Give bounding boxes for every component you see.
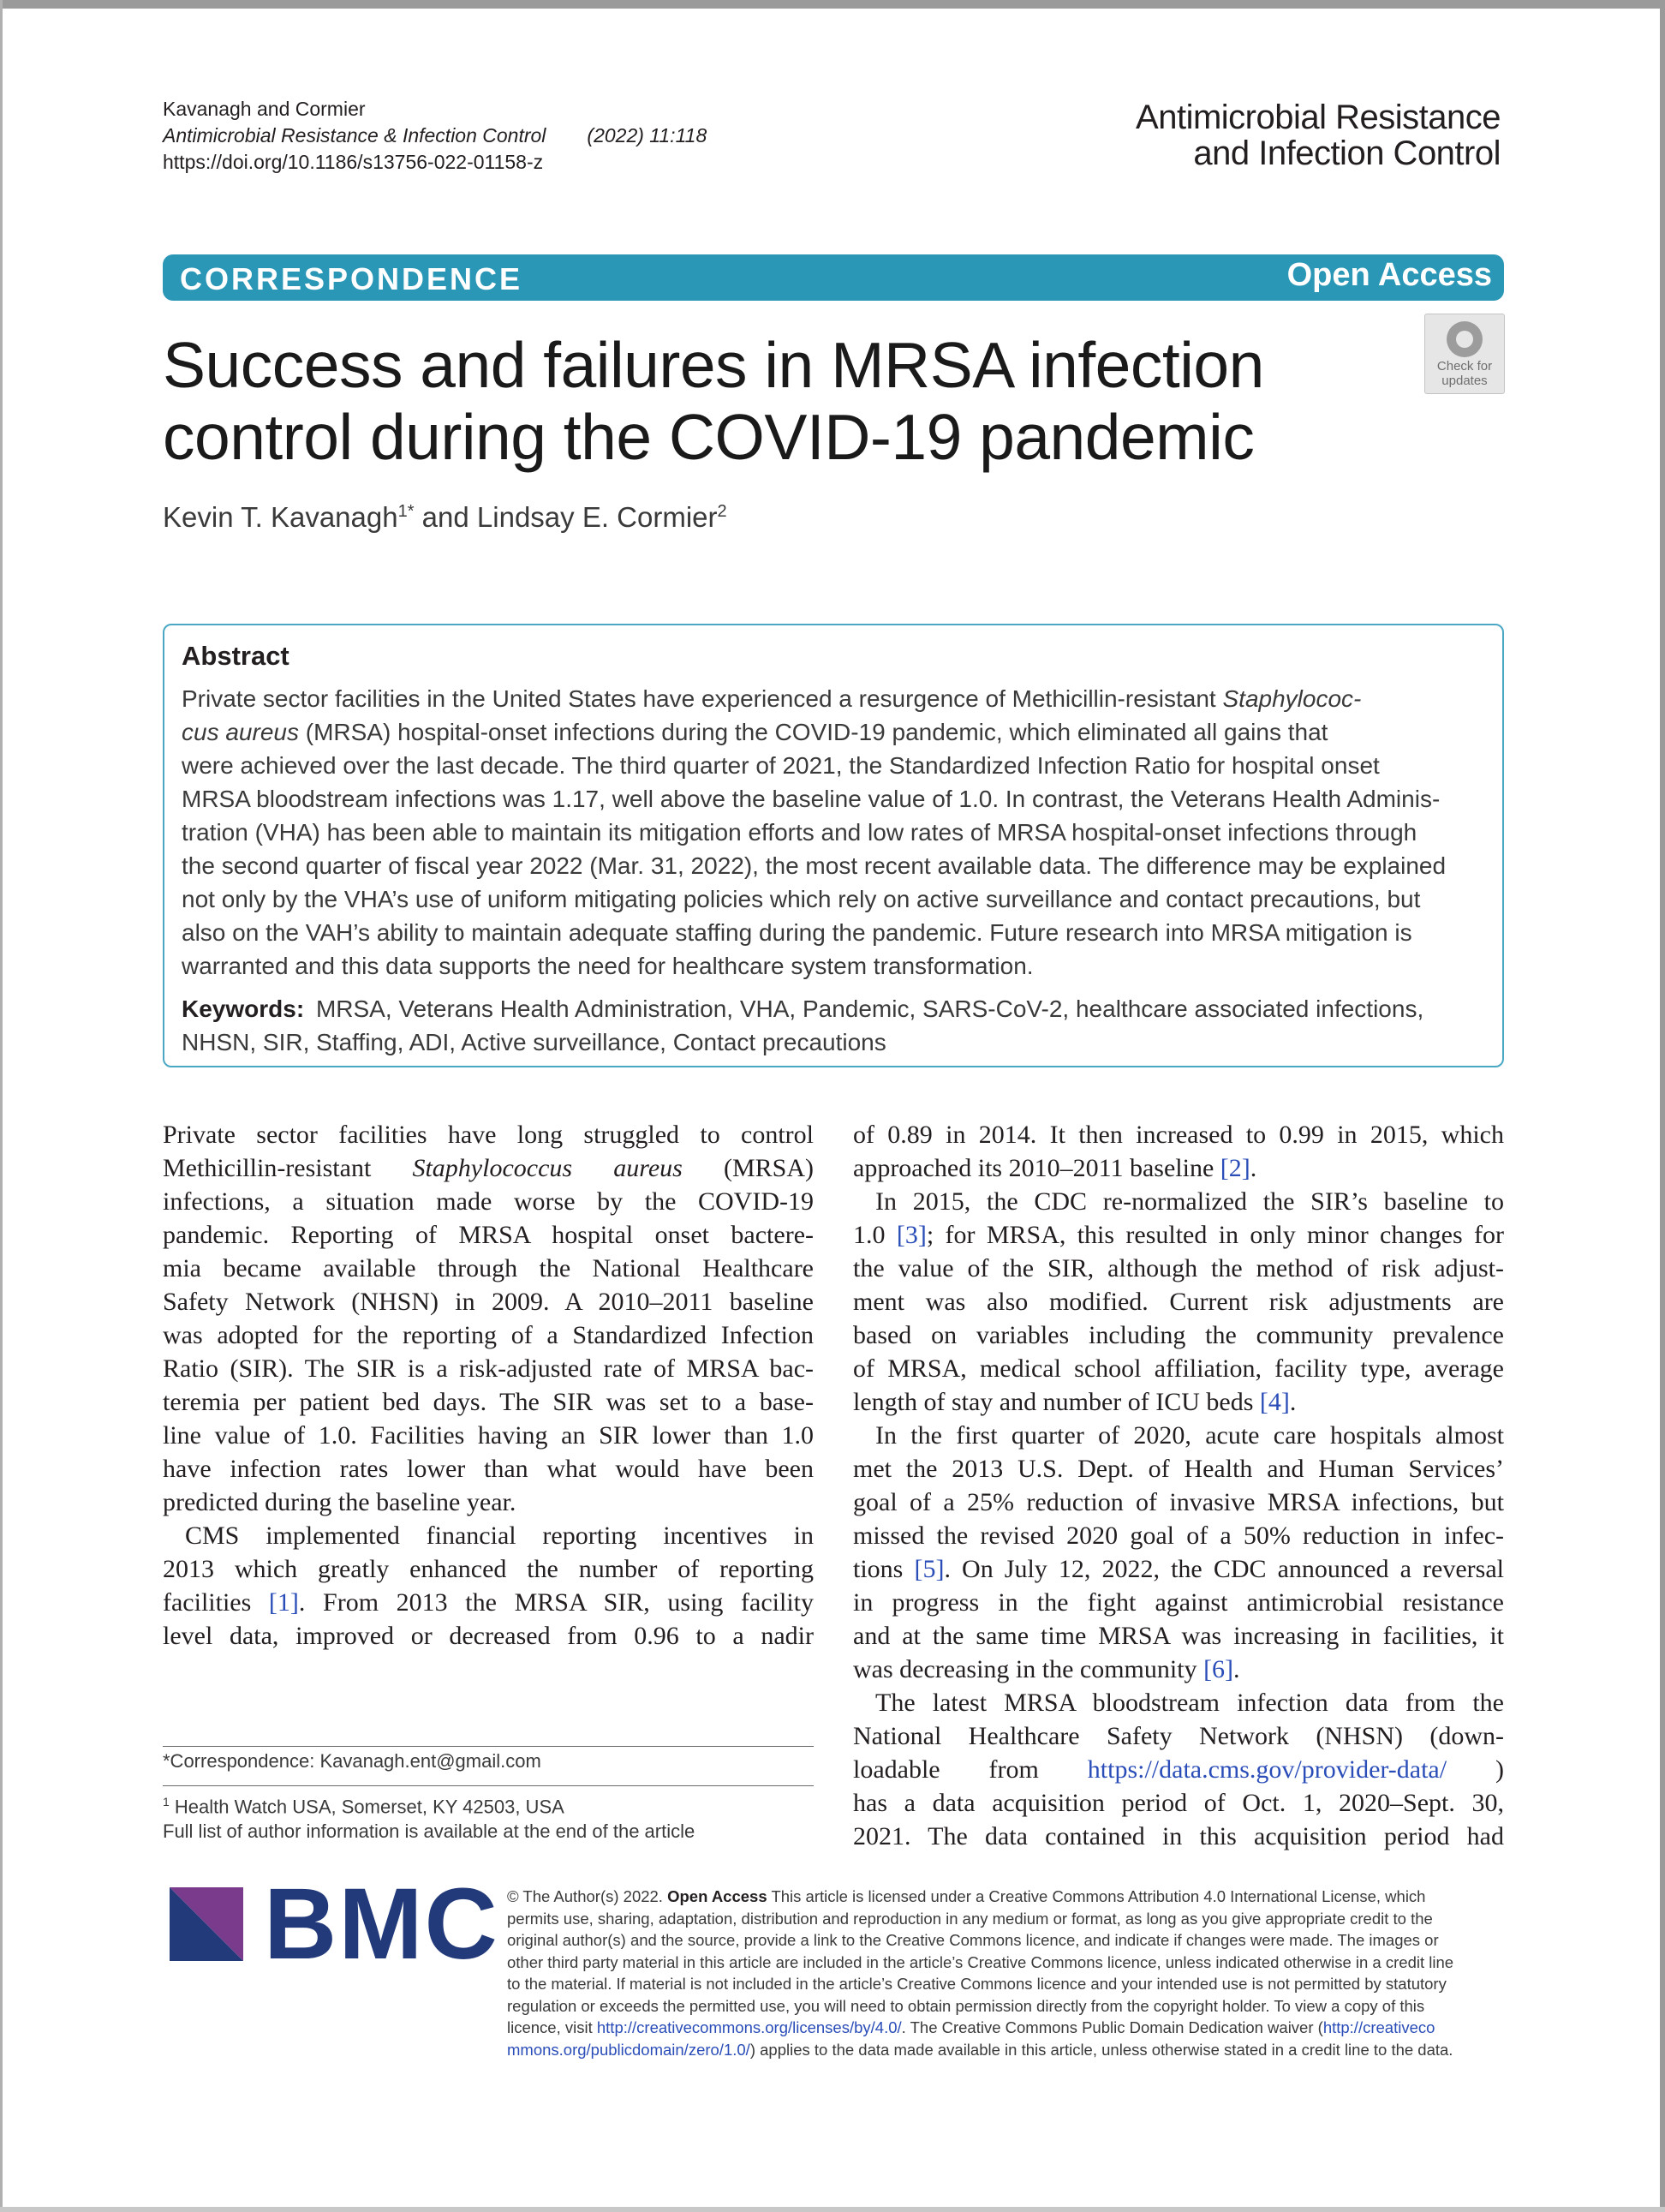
body-text: )	[1447, 1755, 1504, 1784]
body-text: tions	[853, 1555, 915, 1583]
full-list-note: Full list of author information is available at the end of the article	[163, 1820, 695, 1843]
body-line: 2021. The data contained in this acquisition period had	[853, 1822, 1504, 1850]
abstract-line: the second quarter of fiscal year 2022 (Mar. 31, 2022), the most recent available data. The difference may be explained	[182, 852, 1447, 879]
body-line: has a data acquisition period of Oct. 1, 2020–Sept. 30,	[853, 1789, 1504, 1817]
abstract-text: Private sector facilities in the United States have experienced a resurgence of Methicillin-resistant	[182, 685, 1223, 712]
body-line: the value of the SIR, although the method of risk adjust-	[853, 1254, 1504, 1282]
viewer-frame-top	[0, 0, 1665, 9]
body-text: . On July 12, 2022, the CDC announced a reversal	[944, 1555, 1504, 1583]
license-fragment: © The Author(s) 2022.	[507, 1887, 668, 1905]
body-text: . From 2013 the MRSA SIR, using facility	[298, 1588, 814, 1617]
abstract-line: MRSA bloodstream infections was 1.17, well above the baseline value of 1.0. In contrast, the Veterans Health Adminis-	[182, 786, 1441, 812]
citation-link[interactable]: [1]	[268, 1588, 299, 1617]
license-line: original author(s) and the source, provide a link to the Creative Commons licence, and indicate if changes were made. The images or	[507, 1931, 1439, 1949]
body-line	[853, 1385, 1504, 1419]
body-line	[853, 1552, 1504, 1586]
abstract-line: were achieved over the last decade. The third quarter of 2021, the Standardized Infection Ratio for hospital onset	[182, 752, 1380, 779]
body-text: loadable from	[853, 1755, 1088, 1784]
body-line: infections, a situation made worse by the COVID-19	[163, 1187, 814, 1216]
license-line: permits use, sharing, adaptation, distribution and reproduction in any medium or format, as long as you give appropriate credit to the	[507, 1909, 1433, 1928]
citation-header	[163, 96, 707, 176]
citation-link[interactable]: [3]	[896, 1221, 927, 1249]
license-line	[507, 2017, 1509, 2039]
author-2-sup: 2	[717, 502, 727, 521]
abstract-line: also on the VAH’s ability to maintain adequate staffing during the pandemic. Future research into MRSA mitigation is	[182, 919, 1412, 946]
affiliation-line	[163, 1790, 695, 1819]
abstract-box	[163, 624, 1504, 1067]
license-line: regulation or exceeds the permitted use, you will need to obtain permission directly from the copyright holder. To view a copy of this	[507, 1996, 1425, 2015]
body-line: line value of 1.0. Facilities having an SIR lower than 1.0	[163, 1421, 814, 1450]
open-access-label: Open Access	[1286, 257, 1492, 293]
body-line: ment was also modified. Current risk adjustments are	[853, 1288, 1504, 1316]
body-line: CMS implemented financial reporting incentives in	[185, 1521, 814, 1550]
abstract-line	[182, 715, 1492, 749]
body-line: of MRSA, medical school affiliation, facility type, average	[853, 1354, 1504, 1383]
volume: (2022) 11:118	[587, 124, 707, 146]
abstract-body	[182, 682, 1492, 983]
footnote-rule	[163, 1785, 814, 1786]
license-fragment: . The Creative Commons Public Domain Dedication waiver (	[901, 2018, 1323, 2036]
body-text: facilities	[163, 1588, 269, 1617]
body-line: Ratio (SIR). The SIR is a risk-adjusted rate of MRSA bac-	[163, 1354, 814, 1383]
article-title	[163, 329, 1379, 473]
body-italic: Staphylococcus aureus	[412, 1154, 683, 1182]
abstract-italic: Staphylococ-	[1222, 685, 1362, 712]
cc-by-link[interactable]: http://creativecommons.org/licenses/by/4.0/	[596, 2018, 902, 2036]
bmc-logo-text: BMC	[264, 1868, 499, 1981]
abstract-line: tration (VHA) has been able to maintain its mitigation efforts and low rates of MRSA hospital-onset infections through	[182, 819, 1417, 846]
article-type-label: CORRESPONDENCE	[180, 261, 523, 296]
bmc-logo-icon	[170, 1887, 243, 1961]
body-text: Methicillin-resistant	[163, 1154, 413, 1182]
abstract-heading: Abstract	[182, 641, 289, 671]
body-line: and at the same time MRSA was increasing in facilities, it	[853, 1622, 1504, 1650]
abstract-text: (MRSA) hospital-onset infections during the COVID-19 pandemic, which eliminated all gains that	[298, 719, 1328, 745]
cc-zero-link[interactable]: mmons.org/publicdomain/zero/1.0/	[507, 2040, 750, 2059]
affiliation-text: Health Watch USA, Somerset, KY 42503, USA	[169, 1796, 564, 1818]
license-text	[507, 1886, 1509, 2060]
update-icon	[1447, 321, 1483, 357]
body-line: In 2015, the CDC re-normalized the SIR’s baseline to	[875, 1187, 1504, 1216]
body-line	[163, 1586, 814, 1619]
citation-link[interactable]: [4]	[1259, 1388, 1290, 1416]
author-and: and	[414, 501, 477, 533]
body-line: teremia per patient bed days. The SIR was set to a base-	[163, 1388, 814, 1416]
abstract-line	[182, 682, 1492, 715]
license-fragment: This article is licensed under a Creative Commons Attribution 4.0 International License, which	[767, 1887, 1426, 1905]
license-open-access: Open Access	[667, 1887, 767, 1905]
body-line: In the first quarter of 2020, acute care hospitals almost	[875, 1421, 1504, 1450]
body-column-right	[853, 1118, 1504, 1853]
title-line2: control during the COVID-19 pandemic	[163, 401, 1255, 473]
body-column-left	[163, 1118, 814, 1653]
article-type-bar	[163, 254, 1504, 301]
body-line: of 0.89 in 2014. It then increased to 0.99 in 2015, which	[853, 1121, 1504, 1149]
keywords-label: Keywords:	[182, 995, 305, 1022]
body-line	[853, 1653, 1504, 1686]
body-line: goal of a 25% reduction of invasive MRSA infections, but	[853, 1488, 1504, 1516]
author-list	[163, 501, 727, 534]
keywords	[182, 992, 1492, 1059]
abstract-italic: cus aureus	[182, 719, 299, 745]
body-line: The latest MRSA bloodstream infection data from the	[875, 1689, 1504, 1717]
affiliation-sup: 1	[163, 1795, 170, 1808]
body-line	[853, 1151, 1504, 1185]
body-text: approached its 2010–2011 baseline	[853, 1154, 1220, 1182]
body-line: Safety Network (NHSN) in 2009. A 2010–2011 baseline	[163, 1288, 814, 1316]
citation-link[interactable]: [6]	[1203, 1655, 1234, 1683]
license-fragment: ) applies to the data made available in this article, unless otherwise stated in a credit line to the data.	[749, 2040, 1453, 2059]
citation-link[interactable]: [2]	[1220, 1154, 1250, 1182]
body-line: Private sector facilities have long struggled to control	[163, 1121, 814, 1149]
abstract-line: warranted and this data supports the need for healthcare system transformation.	[182, 953, 1034, 979]
authors-short: Kavanagh and Cormier	[163, 98, 366, 120]
body-line	[853, 1218, 1504, 1252]
body-text: .	[1289, 1388, 1297, 1416]
body-line: have infection rates lower than what would have been	[163, 1455, 814, 1483]
body-line: was adopted for the reporting of a Standardized Infection	[163, 1321, 814, 1349]
check-updates-line1: Check for	[1436, 359, 1493, 374]
journal-name-line2: and Infection Control	[1193, 135, 1501, 172]
body-line: based on variables including the community prevalence	[853, 1321, 1504, 1349]
journal-name	[1136, 99, 1501, 171]
check-for-updates-button[interactable]	[1424, 314, 1505, 394]
body-line: missed the revised 2020 goal of a 50% reduction in infec-	[853, 1521, 1504, 1550]
title-line1: Success and failures in MRSA infection	[163, 329, 1264, 401]
keywords-line1	[182, 992, 1492, 1025]
body-line: National Healthcare Safety Network (NHSN) (down-	[853, 1722, 1504, 1750]
body-line: in progress in the fight against antimicrobial resistance	[853, 1588, 1504, 1617]
keywords-line2: NHSN, SIR, Staffing, ADI, Active surveillance, Contact precautions	[182, 1029, 886, 1055]
body-line: 2013 which greatly enhanced the number of reporting	[163, 1555, 814, 1583]
doi-link[interactable]: https://doi.org/10.1186/s13756-022-01158-z	[163, 151, 544, 173]
body-line: pandemic. Reporting of MRSA hospital onset bactere-	[163, 1221, 814, 1249]
citation-link[interactable]: [5]	[914, 1555, 945, 1583]
license-line	[507, 2039, 1509, 2061]
footnote-rule	[163, 1746, 814, 1747]
body-line: met the 2013 U.S. Dept. of Health and Human Services’	[853, 1455, 1504, 1483]
keywords-text: MRSA, Veterans Health Administration, VHA, Pandemic, SARS-CoV-2, healthcare associated infections,	[315, 995, 1424, 1022]
body-line	[853, 1753, 1504, 1786]
body-text: (MRSA)	[682, 1154, 815, 1182]
body-line: level data, improved or decreased from 0.96 to a nadir	[163, 1622, 814, 1650]
check-for-updates-text	[1425, 359, 1504, 388]
check-updates-line2: updates	[1441, 374, 1488, 388]
body-text: ; for MRSA, this resulted in only minor changes for	[926, 1221, 1504, 1249]
journal-italic: Antimicrobial Resistance & Infection Control	[163, 124, 546, 146]
body-text: length of stay and number of ICU beds	[853, 1388, 1260, 1416]
body-text: .	[1233, 1655, 1240, 1683]
author-1[interactable]: Kevin T. Kavanagh	[163, 501, 398, 533]
license-line: to the material. If material is not included in the article’s Creative Commons licence and your intended use is not permitted by statutory	[507, 1975, 1447, 1993]
abstract-line: not only by the VHA’s use of uniform mitigating policies which rely on active surveillance and contact precautions, but	[182, 886, 1421, 912]
correspondence-note: *Correspondence: Kavanagh.ent@gmail.com	[163, 1750, 541, 1772]
cms-data-link[interactable]: https://data.cms.gov/provider-data/	[1087, 1755, 1447, 1784]
body-text: .	[1250, 1154, 1257, 1182]
license-line	[507, 1886, 1509, 1908]
body-line	[163, 1151, 814, 1185]
body-text: 1.0	[853, 1221, 897, 1249]
journal-citation	[163, 123, 707, 149]
viewer-frame-left	[0, 0, 3, 2212]
journal-name-line1: Antimicrobial Resistance	[1136, 99, 1501, 136]
affiliation-note	[163, 1790, 695, 1844]
author-1-sup: 1*	[397, 502, 415, 521]
cc-zero-link[interactable]: http://creativeco	[1322, 2018, 1435, 2036]
body-line: predicted during the baseline year.	[163, 1488, 516, 1516]
author-2[interactable]: Lindsay E. Cormier	[476, 501, 718, 533]
license-line: other third party material in this article are included in the article’s Creative Commons licence, unless indicated otherwise in a credit line	[507, 1952, 1454, 1971]
license-fragment: licence, visit	[507, 2018, 597, 2036]
viewer-frame-bottom	[0, 2207, 1665, 2212]
body-text: was decreasing in the community	[853, 1655, 1204, 1683]
body-line: mia became available through the National Healthcare	[163, 1254, 814, 1282]
viewer-frame-right	[1660, 0, 1665, 2212]
